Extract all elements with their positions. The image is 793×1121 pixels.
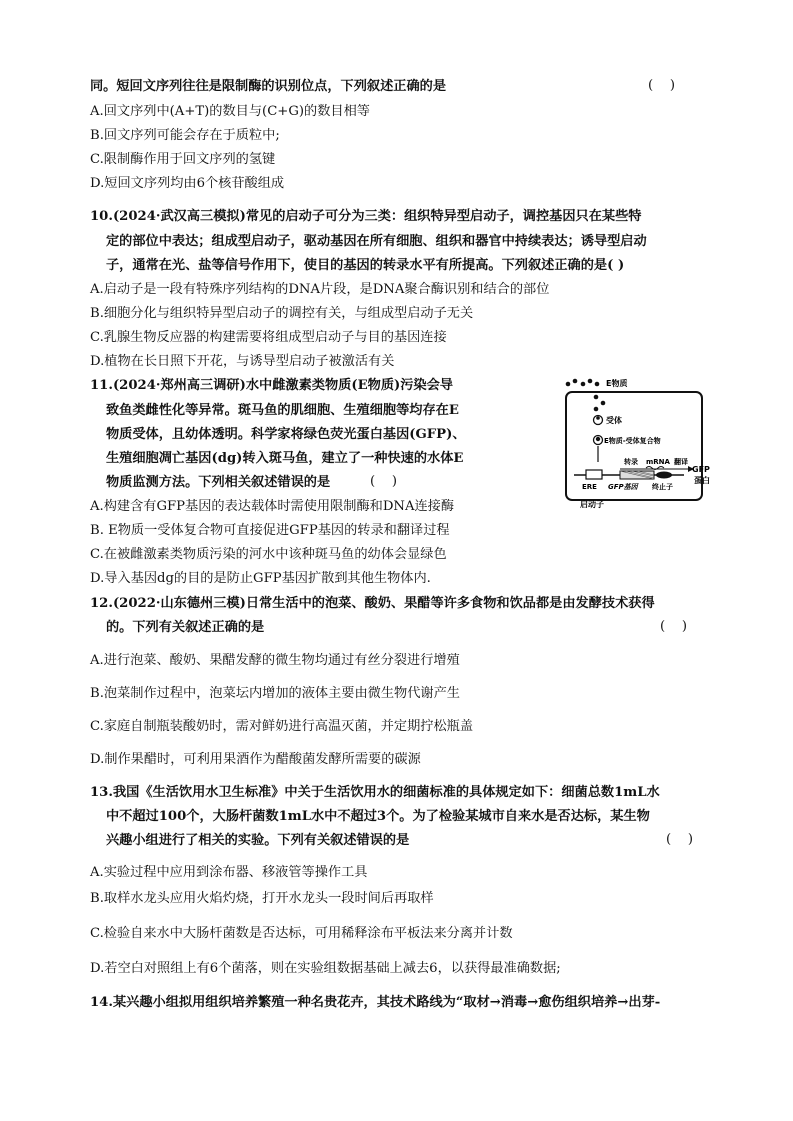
complex-label: E物质-受体复合物 <box>604 437 661 445</box>
transcription-label: 转录 <box>624 458 638 466</box>
terminator-label: 终止子 <box>652 483 673 491</box>
q11-answer-paren: ( ) <box>370 474 398 489</box>
q10-option-b: B.细胞分化与组织特异型启动子的调控有关，与组成型启动子无关 <box>90 306 474 321</box>
e-substance-dots <box>566 379 606 412</box>
q13-stem-line-2: 中不超过100个，大肠杆菌数1mL水中不超过3个。为了检验某城市自来水是否达标，某生物 <box>106 809 650 824</box>
q10-stem-line-2: 定的部位中表达；组成型启动子，驱动基因在所有细胞、组织和器官中持续表达；诱导型启动 <box>106 234 647 249</box>
q12-option-d: D.制作果醋时，可利用果酒作为醋酸菌发酵所需要的碳源 <box>90 752 421 767</box>
q13-option-b: B.取样水龙头应用火焰灼烧，打开水龙头一段时间后再取样 <box>90 891 434 906</box>
q9-option-b: B.回文序列可能会存在于质粒中; <box>90 128 280 143</box>
q12-stem-line-1: 12.(2022·山东德州三模)日常生活中的泡菜、酸奶、果醋等许多食物和饮品都是由发酵技术获得 <box>90 596 655 611</box>
q13-option-d: D.若空白对照组上有6个菌落，则在实验组数据基础上减去6，以获得最准确数据; <box>90 961 561 976</box>
q9-option-d: D.短回文序列均由6个核苷酸组成 <box>90 176 285 191</box>
q11-option-a: A.构建含有GFP基因的表达载体时需使用限制酶和DNA连接酶 <box>90 499 455 514</box>
receptor-icon <box>594 416 603 425</box>
q10-option-d: D.植物在长日照下开花，与诱导型启动子被激活有关 <box>90 354 395 369</box>
q11-option-d: D.导入基因dg的目的是防止GFP基因扩散到其他生物体内. <box>90 571 431 586</box>
q11-stem-line-1: 11.(2024·郑州高三调研)水中雌激素类物质(E物质)污染会导 <box>90 378 453 393</box>
receptor-label: 受体 <box>606 416 622 425</box>
q13-option-c: C.检验自来水中大肠杆菌数是否达标，可用稀释涂布平板法来分离并计数 <box>90 926 513 941</box>
q11-option-b: B. E物质一受体复合物可直接促进GFP基因的转录和翻译过程 <box>90 523 450 538</box>
q10-stem-line-3: 子，通常在光、盐等信号作用下，使目的基因的转录水平有所提高。下列叙述正确的是( ) <box>106 258 625 273</box>
q11-stem-line-5: 物质监测方法。下列相关叙述错误的是 <box>106 475 331 490</box>
promoter-label: 启动子 <box>580 500 604 509</box>
translation-label: 翻译 <box>674 458 688 466</box>
complex-icon <box>594 436 603 445</box>
q11-stem-line-4: 生殖细胞凋亡基因(dg)转入斑马鱼，建立了一种快速的水体E <box>106 451 464 466</box>
q10-option-c: C.乳腺生物反应器的构建需要将组成型启动子与目的基因连接 <box>90 330 447 345</box>
mrna-label: mRNA <box>646 458 670 466</box>
q11-stem-line-3: 物质受体，且幼体透明。科学家将绿色荧光蛋白基因(GFP)、 <box>106 427 466 442</box>
q10-option-a: A.启动子是一段有特殊序列结构的DNA片段，是DNA聚合酶识别和结合的部位 <box>90 282 550 297</box>
dna-construct <box>574 470 684 479</box>
gfp-protein-label-2: 蛋白 <box>694 476 710 485</box>
q12-stem-line-2: 的。下列有关叙述正确的是 <box>106 620 265 635</box>
gfp-protein-label-1: GFP <box>692 465 710 474</box>
q13-option-a: A.实验过程中应用到涂布器、移液管等操作工具 <box>90 865 368 880</box>
e-substance-label: E物质 <box>606 379 628 388</box>
q9-option-c: C.限制酶作用于回文序列的氢键 <box>90 152 276 167</box>
q12-option-b: B.泡菜制作过程中，泡菜坛内增加的液体主要由微生物代谢产生 <box>90 686 460 701</box>
q14-stem-line-1: 14.某兴趣小组拟用组织培养繁殖一种名贵花卉，其技术路线为“取材→消毒→愈伤组织培养→出芽- <box>90 995 661 1010</box>
q9-stem: 同。短回文序列往往是限制酶的识别位点，下列叙述正确的是 <box>90 79 447 94</box>
q12-answer-paren: ( ) <box>660 619 688 634</box>
q13-stem-line-3: 兴趣小组进行了相关的实验。下列有关叙述错误的是 <box>106 833 410 848</box>
q12-option-c: C.家庭自制瓶装酸奶时，需对鲜奶进行高温灭菌，并定期拧松瓶盖 <box>90 719 474 734</box>
q9-answer-paren: ( ) <box>648 78 676 93</box>
q11-option-c: C.在被雌激素类物质污染的河水中该种斑马鱼的幼体会显绿色 <box>90 547 447 562</box>
gfp-expression-diagram <box>560 372 708 512</box>
q9-option-a: A.回文序列中(A+T)的数目与(C+G)的数目相等 <box>90 104 370 119</box>
gfp-gene-label: GFP基因 <box>608 483 638 491</box>
q11-stem-line-2: 致鱼类雌性化等异常。斑马鱼的肌细胞、生殖细胞等均存在E <box>106 403 459 418</box>
q13-answer-paren: ( ) <box>666 832 694 847</box>
q10-stem-line-1: 10.(2024·武汉高三模拟)常见的启动子可分为三类：组织特异型启动子，调控基因只在某些特 <box>90 209 642 224</box>
q13-stem-line-1: 13.我国《生活饮用水卫生标准》中关于生活饮用水的细菌标准的具体规定如下：细菌总数1mL水 <box>90 785 660 800</box>
q12-option-a: A.进行泡菜、酸奶、果醋发酵的微生物均通过有丝分裂进行增殖 <box>90 653 460 668</box>
ere-label: ERE <box>582 483 597 491</box>
